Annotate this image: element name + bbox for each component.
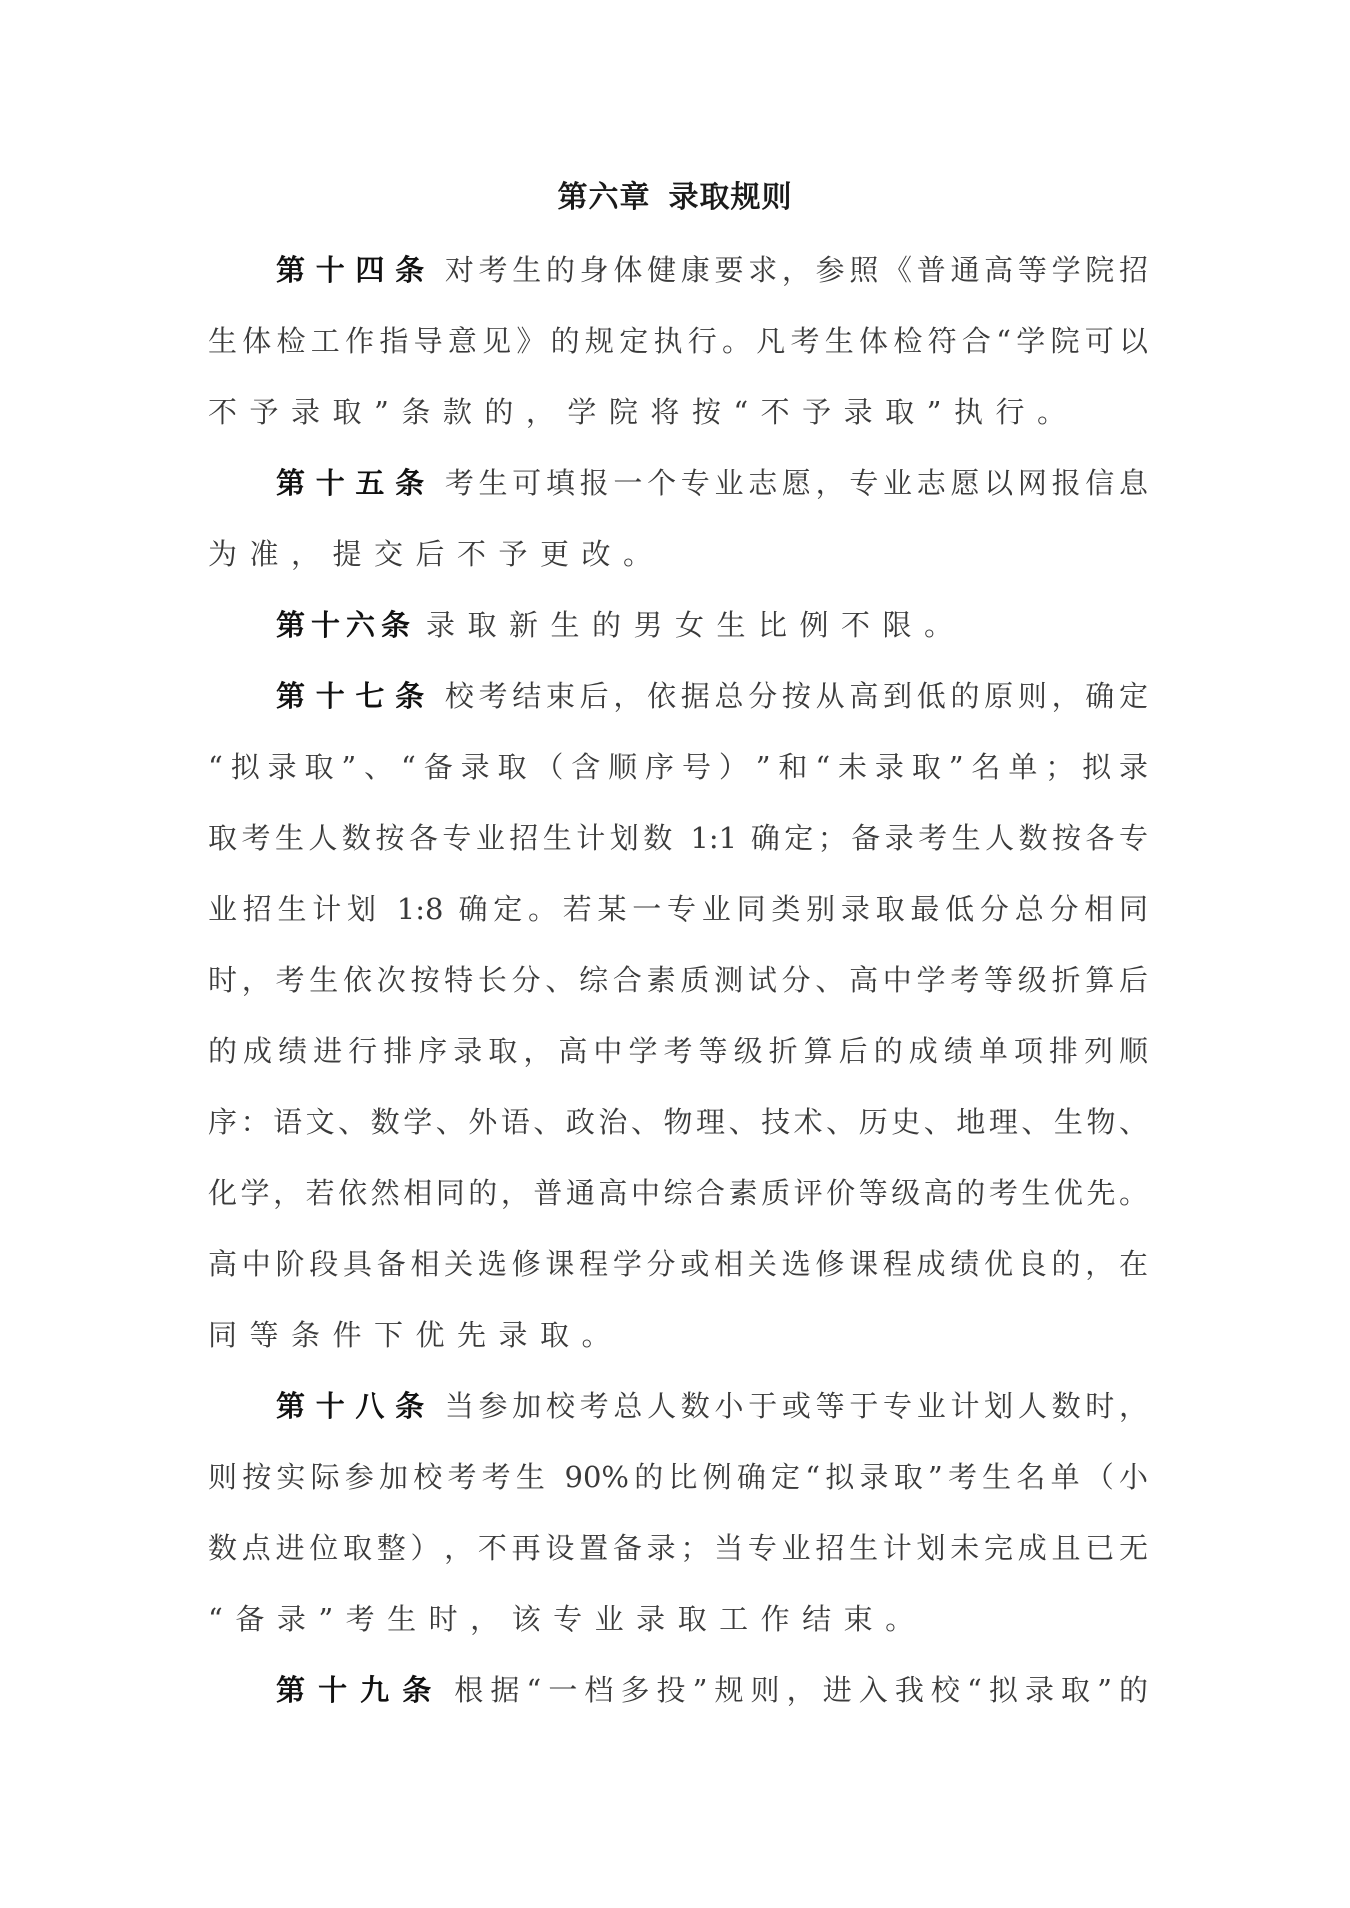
- article-text: 校​考​结​束​后​，​依​据​总​分​按​从​高​到​低​的​原​则​，​确​定: [444, 679, 1148, 713]
- chapter-number: 第六章: [557, 180, 651, 215]
- article-text: “备录”考生时，该专业录取工作结束。: [208, 1602, 927, 1636]
- article-text: 数​点​进​位​取​整​）​，​不​再​设​置​备​录​；​当​专​业​招​生​计​划​未​完​成​且​已​无: [208, 1531, 1148, 1565]
- article-text: 序​：​语​文​、​数​学​、​外​语​、​政​治​、​物​理​、​技​术​、​历​史​、​地​理​、​生​物​、: [208, 1105, 1148, 1139]
- article-text: 为准，提交后不予更改。: [208, 537, 665, 571]
- article-14-line-1: [276, 248, 1148, 292]
- article-17-line-7: [208, 1100, 1148, 1144]
- article-14-line-2: [208, 319, 1148, 363]
- article-text: 不予录取”条款的，学院将按“不予录取”执行。: [208, 395, 1079, 429]
- article-17-line-9: [208, 1242, 1148, 1286]
- article-text: 高​中​阶​段​具​备​相​关​选​修​课​程​学​分​或​相​关​选​修​课​程​成​绩​优​良​的​，​在: [208, 1247, 1148, 1281]
- article-text: 时​，​考​生​依​次​按​特​长​分​、​综​合​素​质​测​试​分​、​高​中​学​考​等​级​折​算​后: [208, 963, 1148, 997]
- article-17-line-3: [208, 816, 1148, 860]
- article-18-line-2: [208, 1455, 1148, 1499]
- article-18-line-4: [208, 1597, 1148, 1641]
- article-text: 同等条件下优先录取。: [208, 1318, 624, 1352]
- article-17-line-4: [208, 887, 1148, 931]
- article-text: 生​体​检​工​作​指​导​意​见​》​的​规​定​执​行​。​凡​考​生​体​检​符​合​“​学​院​可​以: [208, 324, 1148, 358]
- article-text: 录取新生的男女生比例不限。: [426, 608, 966, 642]
- article-text: 考​生​可​填​报​一​个​专​业​志​愿​，​专​业​志​愿​以​网​报​信​息: [444, 466, 1148, 500]
- article-15-line-1: [276, 461, 1148, 505]
- article-text: 的​成​绩​进​行​排​序​录​取​，​高​中​学​考​等​级​折​算​后​的​成​绩​单​项​排​列​顺: [208, 1034, 1148, 1068]
- article-text: 则​按​实​际​参​加​校​考​考​生​ ​9​0​%​的​比​例​确​定​“​拟​录​取​”​考​生​名​单​（​小: [208, 1460, 1148, 1494]
- article-14-line-3: [208, 390, 1148, 434]
- article-17-line-8: [208, 1171, 1148, 1215]
- article-text: “​拟​录​取​”​、​“​备​录​取​（​含​顺​序​号​）​”​和​“​未​录​取​”​名​单​；​拟​录: [208, 750, 1148, 784]
- article-text: 当​参​加​校​考​总​人​数​小​于​或​等​于​专​业​计​划​人​数​时​，: [444, 1389, 1148, 1423]
- article-heading: 第​十​四​条: [276, 253, 435, 287]
- article-17-line-5: [208, 958, 1148, 1002]
- article-15-line-2: [208, 532, 1148, 576]
- article-17-line-2: [208, 745, 1148, 789]
- article-17-line-6: [208, 1029, 1148, 1073]
- article-text: 对​考​生​的​身​体​健​康​要​求​，​参​照​《​普​通​高​等​学​院​招: [444, 253, 1148, 287]
- article-heading: 第​十​九​条: [276, 1673, 445, 1707]
- article-heading: 第​十​五​条: [276, 466, 435, 500]
- article-17-line-10: [208, 1313, 1148, 1357]
- article-heading: 第​十​八​条: [276, 1389, 435, 1423]
- article-text: 取​考​生​人​数​按​各​专​业​招​生​计​划​数​ ​1​:​1​ ​确​定​；​备​录​考​生​人​数​按​各​专: [208, 821, 1148, 855]
- article-17-line-1: [276, 674, 1148, 718]
- chapter-title: [0, 178, 1350, 218]
- article-text: 根​据​“​一​档​多​投​”​规​则​，​进​入​我​校​“​拟​录​取​”​的: [454, 1673, 1148, 1707]
- chapter-name: 录取规则: [668, 180, 793, 215]
- article-text: 化​学​，​若​依​然​相​同​的​，​普​通​高​中​综​合​素​质​评​价​等​级​高​的​考​生​优​先​。: [208, 1176, 1148, 1210]
- article-18-line-1: [276, 1384, 1148, 1428]
- article-heading: 第十六条: [276, 608, 417, 642]
- article-text: 业​招​生​计​划​ ​1​:​8​ ​确​定​。​若​某​一​专​业​同​类​别​录​取​最​低​分​总​分​相​同: [208, 892, 1148, 926]
- article-16-line-1: [276, 603, 1148, 647]
- article-heading: 第​十​七​条: [276, 679, 435, 713]
- article-19-line-1: [276, 1668, 1148, 1712]
- article-18-line-3: [208, 1526, 1148, 1570]
